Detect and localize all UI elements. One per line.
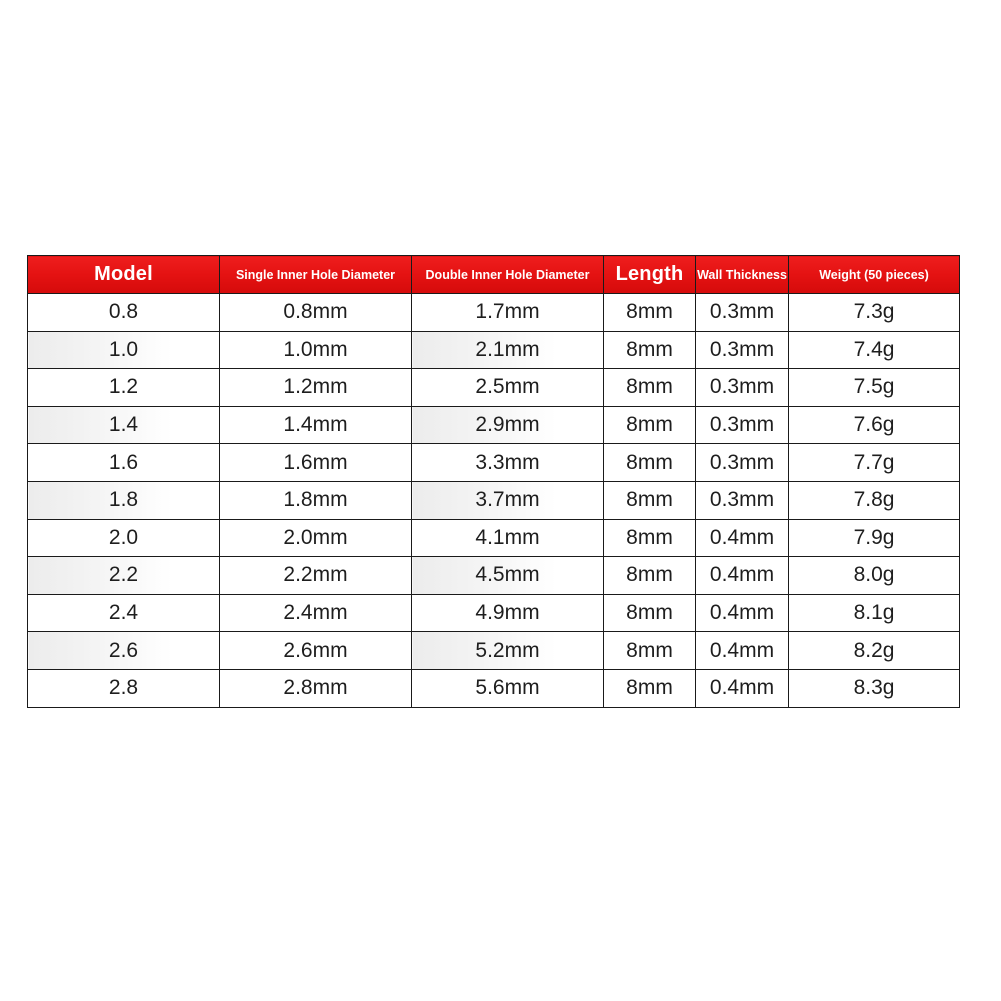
- cell-model: 2.0: [28, 519, 220, 557]
- cell-double-diameter: 3.7mm: [412, 481, 604, 519]
- table-row: [28, 294, 960, 332]
- header-length: Length: [604, 256, 696, 294]
- header-weight: Weight (50 pieces): [789, 256, 960, 294]
- cell-weight: 8.0g: [789, 557, 960, 595]
- cell-wall-thickness: 0.4mm: [696, 669, 789, 707]
- table-row: [28, 669, 960, 707]
- header-single-inner-hole-diameter: Single Inner Hole Diameter: [220, 256, 412, 294]
- cell-length: 8mm: [604, 481, 696, 519]
- cell-model: 1.8: [28, 481, 220, 519]
- cell-length: 8mm: [604, 294, 696, 332]
- cell-model: 2.2: [28, 557, 220, 595]
- table-row: [28, 632, 960, 670]
- header-row: [28, 256, 960, 294]
- cell-wall-thickness: 0.3mm: [696, 481, 789, 519]
- cell-model: 2.4: [28, 594, 220, 632]
- cell-single-diameter: 2.4mm: [220, 594, 412, 632]
- cell-weight: 8.3g: [789, 669, 960, 707]
- cell-length: 8mm: [604, 444, 696, 482]
- cell-weight: 7.7g: [789, 444, 960, 482]
- cell-double-diameter: 2.9mm: [412, 406, 604, 444]
- table-header: [28, 256, 960, 294]
- cell-model: 1.6: [28, 444, 220, 482]
- cell-length: 8mm: [604, 669, 696, 707]
- cell-length: 8mm: [604, 557, 696, 595]
- cell-weight: 7.5g: [789, 369, 960, 407]
- cell-double-diameter: 2.5mm: [412, 369, 604, 407]
- cell-single-diameter: 2.6mm: [220, 632, 412, 670]
- cell-wall-thickness: 0.3mm: [696, 444, 789, 482]
- cell-double-diameter: 3.3mm: [412, 444, 604, 482]
- cell-length: 8mm: [604, 594, 696, 632]
- cell-double-diameter: 1.7mm: [412, 294, 604, 332]
- cell-length: 8mm: [604, 406, 696, 444]
- cell-model: 1.0: [28, 331, 220, 369]
- cell-weight: 8.2g: [789, 632, 960, 670]
- cell-double-diameter: 4.5mm: [412, 557, 604, 595]
- cell-single-diameter: 1.0mm: [220, 331, 412, 369]
- cell-weight: 7.6g: [789, 406, 960, 444]
- cell-model: 2.8: [28, 669, 220, 707]
- cell-weight: 7.4g: [789, 331, 960, 369]
- cell-single-diameter: 1.4mm: [220, 406, 412, 444]
- table-row: [28, 444, 960, 482]
- cell-double-diameter: 2.1mm: [412, 331, 604, 369]
- cell-model: 2.6: [28, 632, 220, 670]
- cell-length: 8mm: [604, 519, 696, 557]
- table-row: [28, 481, 960, 519]
- cell-single-diameter: 1.8mm: [220, 481, 412, 519]
- cell-wall-thickness: 0.4mm: [696, 632, 789, 670]
- cell-length: 8mm: [604, 632, 696, 670]
- cell-wall-thickness: 0.4mm: [696, 557, 789, 595]
- cell-weight: 7.9g: [789, 519, 960, 557]
- table-row: [28, 594, 960, 632]
- cell-single-diameter: 1.6mm: [220, 444, 412, 482]
- table-row: [28, 331, 960, 369]
- cell-wall-thickness: 0.3mm: [696, 369, 789, 407]
- cell-length: 8mm: [604, 369, 696, 407]
- cell-wall-thickness: 0.4mm: [696, 594, 789, 632]
- cell-double-diameter: 5.6mm: [412, 669, 604, 707]
- table-row: [28, 557, 960, 595]
- table-row: [28, 406, 960, 444]
- header-model: Model: [28, 256, 220, 294]
- cell-single-diameter: 0.8mm: [220, 294, 412, 332]
- cell-weight: 7.3g: [789, 294, 960, 332]
- cell-single-diameter: 1.2mm: [220, 369, 412, 407]
- cell-model: 0.8: [28, 294, 220, 332]
- cell-double-diameter: 4.1mm: [412, 519, 604, 557]
- cell-length: 8mm: [604, 331, 696, 369]
- table-row: [28, 519, 960, 557]
- cell-double-diameter: 5.2mm: [412, 632, 604, 670]
- table-body: [28, 294, 960, 708]
- cell-weight: 7.8g: [789, 481, 960, 519]
- cell-double-diameter: 4.9mm: [412, 594, 604, 632]
- cell-single-diameter: 2.8mm: [220, 669, 412, 707]
- cell-model: 1.2: [28, 369, 220, 407]
- table-row: [28, 369, 960, 407]
- cell-single-diameter: 2.2mm: [220, 557, 412, 595]
- cell-wall-thickness: 0.3mm: [696, 406, 789, 444]
- cell-wall-thickness: 0.4mm: [696, 519, 789, 557]
- cell-wall-thickness: 0.3mm: [696, 294, 789, 332]
- spec-table: [27, 255, 960, 708]
- cell-model: 1.4: [28, 406, 220, 444]
- cell-weight: 8.1g: [789, 594, 960, 632]
- cell-single-diameter: 2.0mm: [220, 519, 412, 557]
- header-wall-thickness: Wall Thickness: [696, 256, 789, 294]
- cell-wall-thickness: 0.3mm: [696, 331, 789, 369]
- header-double-inner-hole-diameter: Double Inner Hole Diameter: [412, 256, 604, 294]
